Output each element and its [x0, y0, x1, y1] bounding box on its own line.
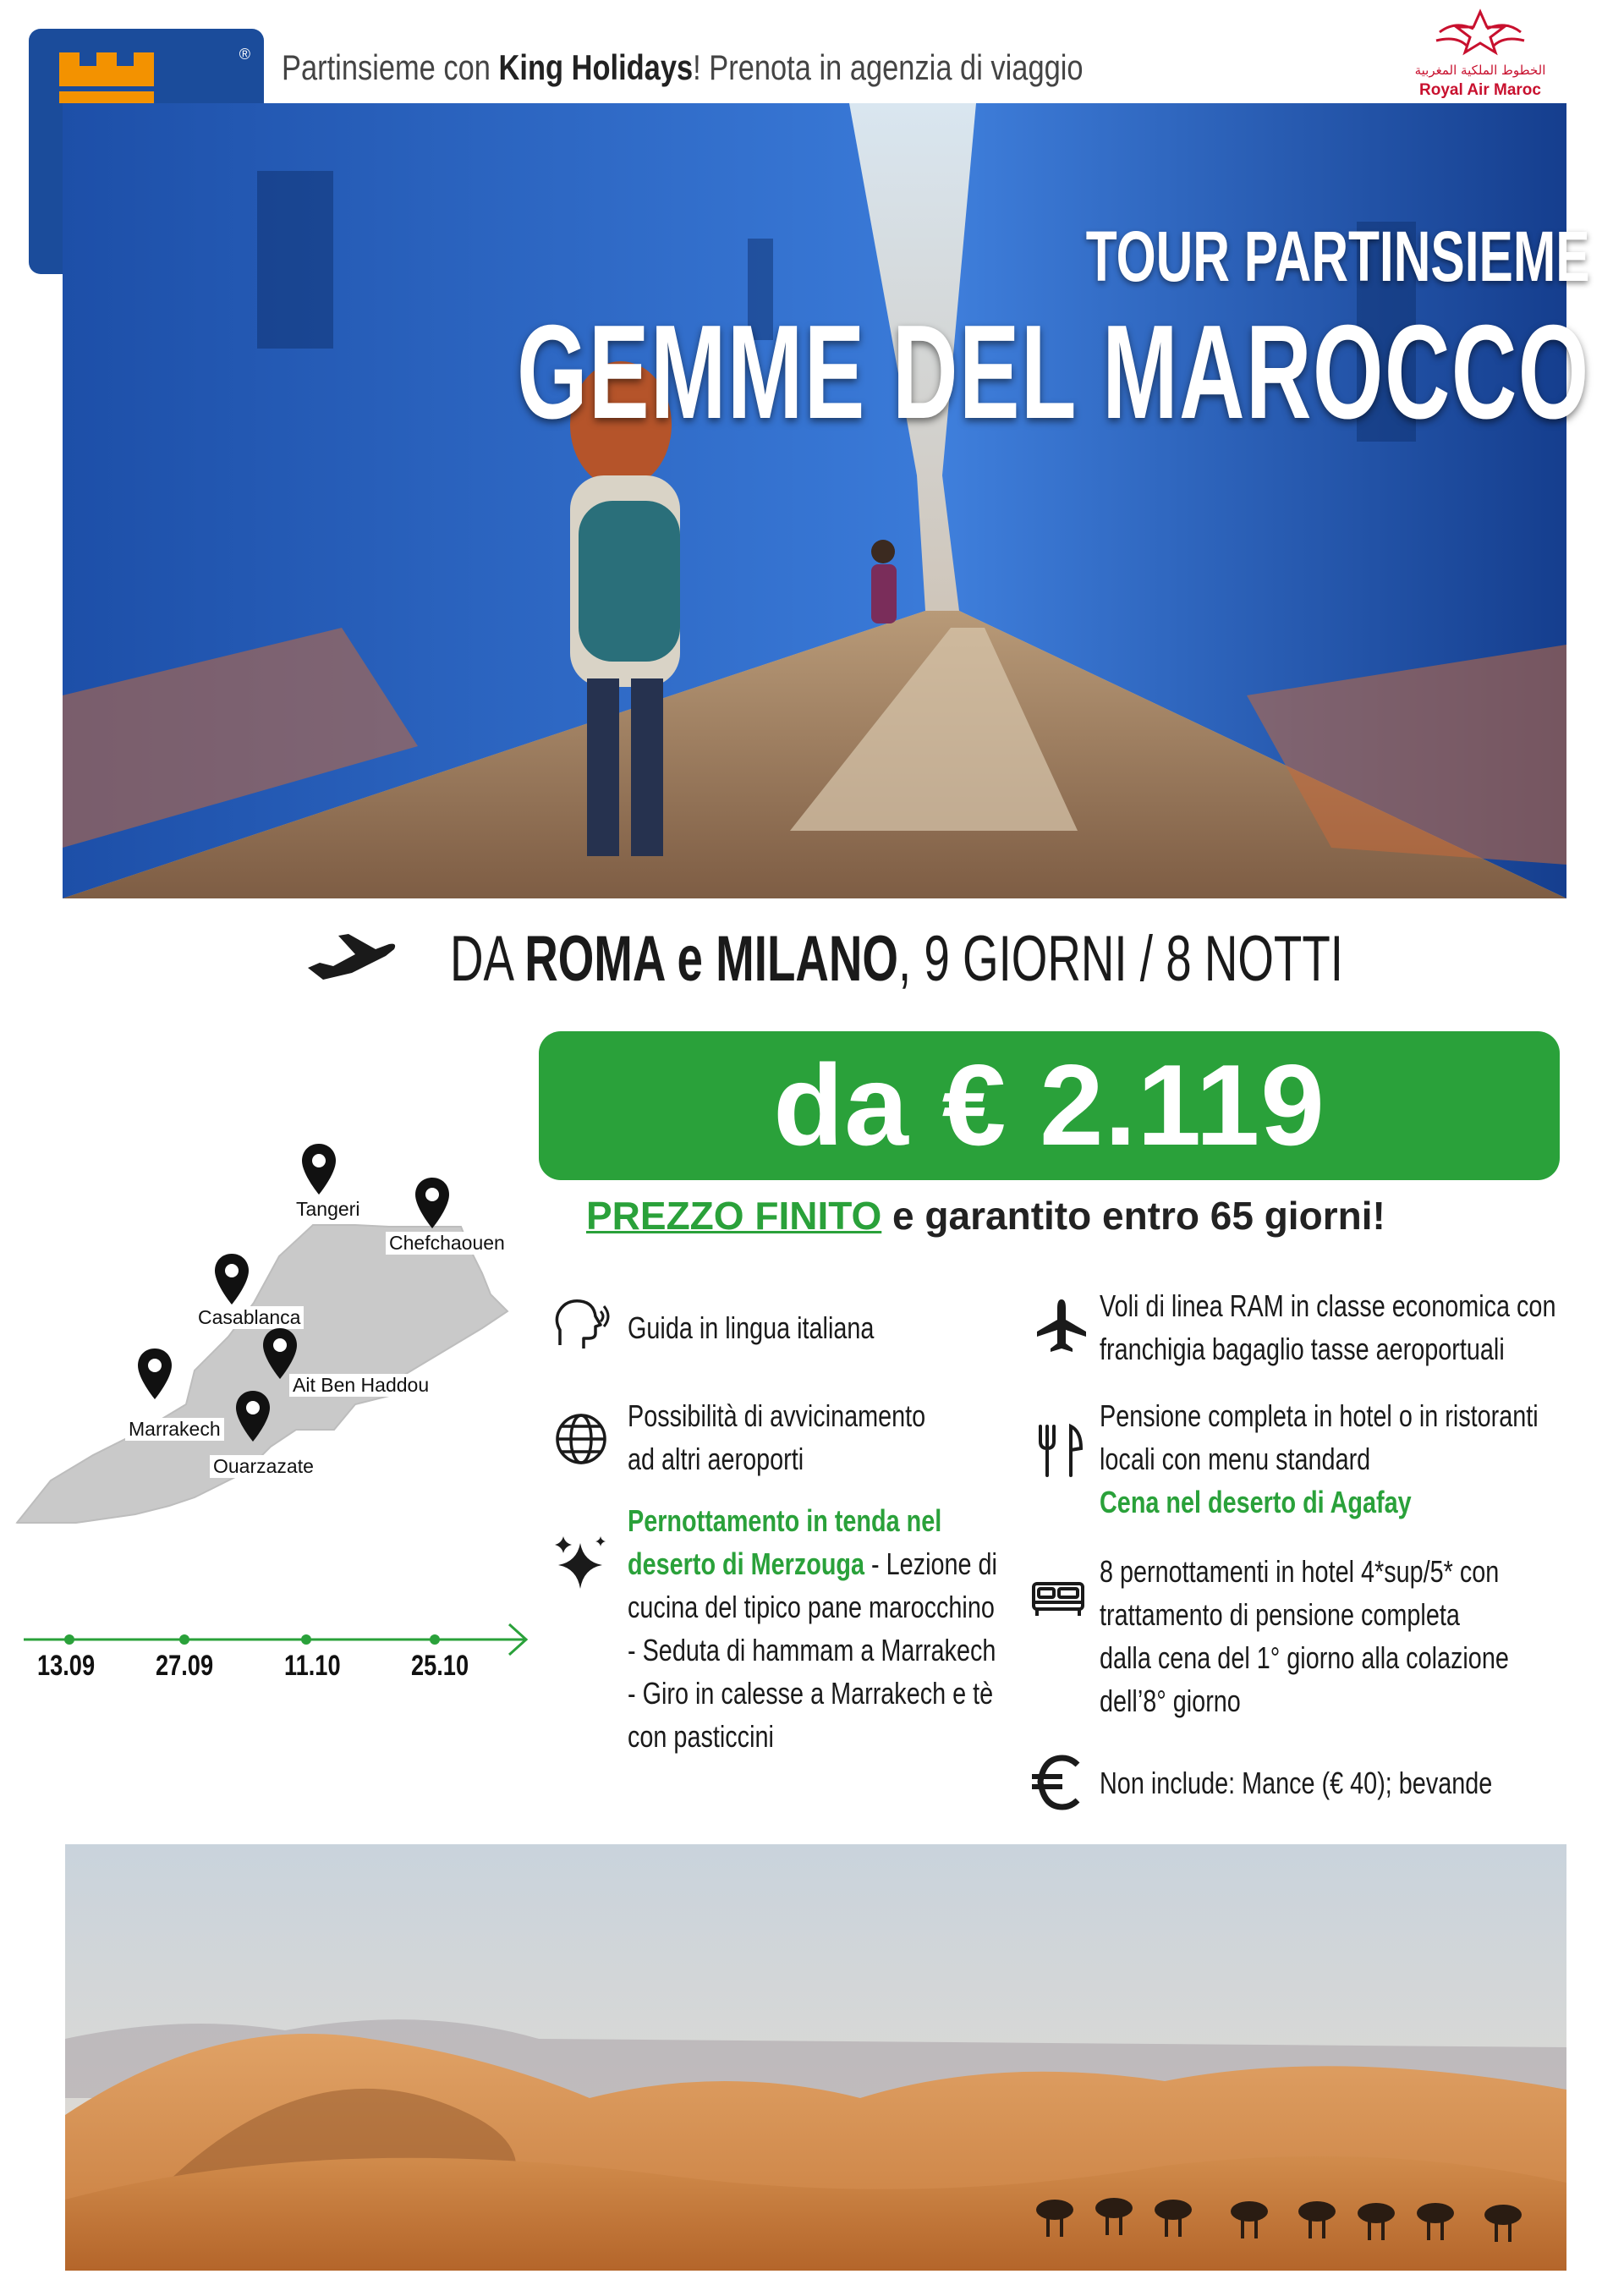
feature-line: Non include: Mance (€ 40); bevande: [1100, 1766, 1493, 1800]
city-label: Tangeri: [293, 1198, 363, 1221]
timeline-dot: [430, 1634, 440, 1645]
second-traveler: [871, 540, 897, 623]
feature-line: trattamento di pensione completa: [1100, 1597, 1460, 1632]
feature-line: ad altri aeroporti: [628, 1442, 804, 1476]
feature-line: 8 pernottamenti in hotel 4*sup/5* con: [1100, 1554, 1500, 1589]
pin-icon-chefchaouen: [413, 1176, 452, 1232]
airplane-icon: [304, 929, 398, 988]
price-note-rest: e garantito entro 65 giorni!: [881, 1194, 1385, 1238]
city-label: Chefchaouen: [386, 1232, 508, 1255]
feature-highlight: deserto di Merzouga: [628, 1546, 865, 1581]
timeline-dot: [179, 1634, 189, 1645]
price-note: [586, 1193, 1385, 1239]
feature-line: dell’8° giorno: [1100, 1684, 1241, 1718]
fork-knife-icon: [1029, 1421, 1088, 1480]
departure-date: 11.10: [284, 1650, 341, 1682]
timeline-dot: [64, 1634, 74, 1645]
route-post: , 9 GIORNI / 8 NOTTI: [897, 923, 1343, 995]
feature-line: - Lezione di: [864, 1546, 997, 1581]
feature-flights: [1100, 1284, 1555, 1370]
airline-name: Royal Air Maroc: [1419, 81, 1541, 99]
feature-line: Guida in lingua italiana: [628, 1310, 875, 1345]
euro-icon: [1029, 1753, 1088, 1812]
route-info: [450, 922, 1343, 996]
bed-icon: [1029, 1565, 1088, 1624]
route-cities: ROMA e MILANO: [524, 923, 898, 995]
sahara-dunes-illustration: [65, 1844, 1566, 2271]
airplane-icon: [1032, 1296, 1091, 1355]
feature-highlight: Cena nel deserto di Agafay: [1100, 1485, 1412, 1519]
city-label: Casablanca: [195, 1306, 304, 1329]
feature-line: con pasticcini: [628, 1719, 774, 1754]
pin-icon-marrakech: [135, 1347, 174, 1403]
feature-excluded: [1100, 1761, 1492, 1804]
timeline-dot: [301, 1634, 311, 1645]
airline-arabic: الخطوط الملكية المغربية: [1414, 63, 1546, 78]
feature-line: locali con menu standard: [1100, 1442, 1371, 1476]
city-label: Ait Ben Haddou: [289, 1374, 432, 1397]
hero-title: GEMME DEL MAROCCO: [517, 298, 1590, 447]
feature-line: dalla cena del 1° giorno alla colazione: [1100, 1640, 1509, 1675]
registered-mark: ®: [239, 46, 250, 63]
desert-image: [65, 1844, 1566, 2271]
pin-icon-casablanca: [212, 1252, 251, 1308]
pin-icon-tangeri: [299, 1142, 338, 1198]
departure-date: 27.09: [156, 1650, 214, 1682]
feature-hotels: [1100, 1550, 1509, 1722]
feature-line: franchigia bagaglio tasse aeroportuali: [1100, 1332, 1505, 1366]
route-pre: DA: [450, 923, 525, 995]
pin-icon-ouarzazate: [233, 1389, 272, 1445]
tagline-brand: King Holidays: [498, 47, 694, 87]
feature-airports: [628, 1394, 925, 1480]
tagline-post: ! Prenota in agenzia di viaggio: [693, 47, 1084, 87]
departure-date: 13.09: [37, 1650, 96, 1682]
feature-highlight: Pernottamento in tenda nel: [628, 1503, 942, 1538]
feature-line: Possibilità di avvicinamento: [628, 1398, 926, 1433]
feature-board: [1100, 1394, 1539, 1524]
price-note-highlight: PREZZO FINITO: [586, 1194, 882, 1238]
departure-date: 25.10: [411, 1650, 469, 1682]
city-label: Marrakech: [125, 1418, 224, 1441]
header-tagline: [282, 47, 1084, 88]
feature-experiences: [628, 1499, 997, 1758]
feature-line: cucina del tipico pane marocchino: [628, 1590, 995, 1624]
sparkles-icon: [551, 1533, 611, 1592]
feature-line: Pensione completa in hotel o in ristoranti: [1100, 1398, 1539, 1433]
feature-line: - Seduta di hammam a Marrakech: [628, 1633, 996, 1667]
tagline-pre: Partinsieme con: [282, 47, 499, 87]
hero-subtitle: TOUR PARTINSIEME: [1086, 217, 1590, 296]
city-label: Ouarzazate: [210, 1455, 317, 1478]
feature-line: Voli di linea RAM in classe economica con: [1100, 1288, 1556, 1323]
price-label: da € 2.119: [773, 1041, 1325, 1169]
speaking-head-icon: [551, 1296, 611, 1355]
feature-line: - Giro in calesse a Marrakech e tè: [628, 1676, 994, 1711]
globe-icon: [551, 1409, 611, 1469]
feature-guide: [628, 1306, 874, 1349]
